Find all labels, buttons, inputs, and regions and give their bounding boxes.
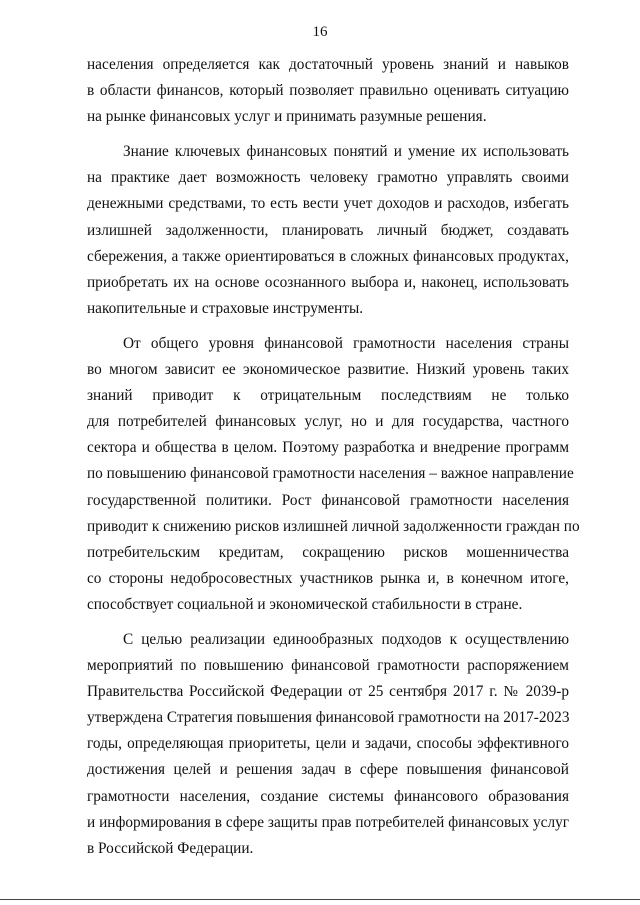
text-line: утверждена Стратегия повышения финансовой грамотности на 2017-2023 — [87, 709, 570, 727]
text-line: в области финансов, который позволяет правильно оценивать ситуацию — [87, 82, 569, 100]
text-line: сбережения, а также ориентироваться в сложных финансовых продуктах, — [87, 247, 569, 265]
paragraph — [87, 627, 569, 862]
page-number: 16 — [312, 24, 328, 40]
text-line: достижения целей и решения задач в сфере повышения финансовой — [87, 761, 569, 779]
text-line: способствует социальной и экономической стабильности в стране. — [87, 595, 523, 613]
text-line: сектора и общества в целом. Поэтому разработка и внедрение программ — [87, 439, 569, 457]
text-line: со стороны недобросовестных участников рынка и, в конечном итоге, — [87, 569, 569, 587]
text-line: населения определяется как достаточный уровень знаний и навыков — [87, 56, 569, 73]
text-line: годы, определяющая приоритеты, цели и задачи, способы эффективного — [87, 735, 569, 753]
text-line: приводит к снижению рисков излишней личной задолженности граждан по — [87, 517, 580, 535]
text-line: и информирования в сфере защиты прав потребителей финансовых услуг — [87, 813, 569, 831]
text-line: От общего уровня финансовой грамотности населения страны — [123, 334, 569, 352]
text-line: грамотности населения, создание системы финансового образования — [87, 787, 569, 805]
text-line: государственной политики. Рост финансовой грамотности населения — [87, 491, 569, 509]
text-line: в Российской Федерации. — [87, 839, 254, 857]
text-line: денежными средствами, то есть вести учет доходов и расходов, избегать — [87, 195, 569, 213]
text-line: накопительные и страховые инструменты. — [87, 299, 364, 317]
text-line: на рынке финансовых услуг и принимать разумные решения. — [87, 108, 487, 126]
body-text — [87, 52, 580, 862]
text-line: излишней задолженности, планировать личный бюджет, создавать — [87, 221, 569, 239]
paragraph — [87, 139, 569, 322]
paragraph — [87, 331, 580, 618]
text-line: для потребителей финансовых услуг, но и для государства, частного — [87, 413, 569, 431]
text-line: приобретать их на основе осознанного выбора и, наконец, использовать — [87, 273, 569, 291]
text-line: во многом зависит ее экономическое развитие. Низкий уровень таких — [87, 361, 569, 379]
text-line: Знание ключевых финансовых понятий и умение их использовать — [123, 143, 569, 161]
text-line: Правительства Российской Федерации от 25 сентября 2017 г. № 2039-р — [87, 683, 569, 701]
paragraph — [87, 52, 569, 130]
text-line: на практике дает возможность человеку грамотно управлять своими — [87, 169, 569, 187]
text-line: мероприятий по повышению финансовой грамотности распоряжением — [87, 657, 569, 675]
bottom-rule — [0, 899, 640, 900]
text-line: знаний приводит к отрицательным последствиям не только — [87, 387, 569, 405]
text-line: по повышению финансовой грамотности населения – важное направление — [87, 465, 574, 483]
text-line: С целью реализации единообразных подходов к осуществлению — [123, 630, 569, 648]
text-line: потребительским кредитам, сокращению рисков мошенничества — [87, 543, 569, 561]
